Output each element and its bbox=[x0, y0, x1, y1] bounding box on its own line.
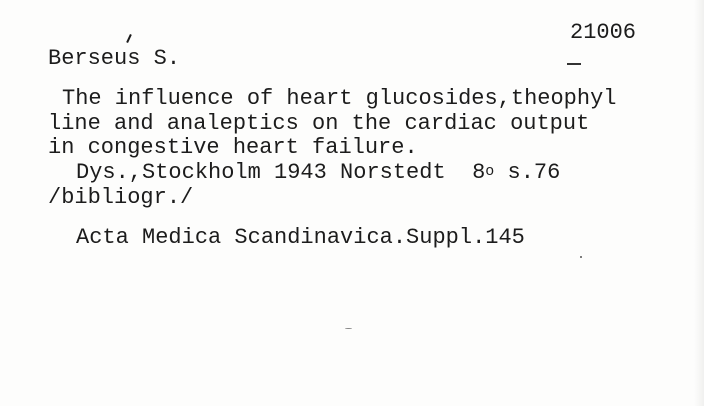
page-count: s.76 bbox=[494, 160, 561, 185]
author-name: Berseus S. bbox=[48, 46, 181, 71]
paper-speck bbox=[345, 328, 352, 329]
accession-number: 21006 bbox=[570, 20, 637, 45]
publication-text: Dys.,Stockholm 1943 Norstedt 8 bbox=[76, 160, 486, 185]
show-through-bleed bbox=[230, 0, 470, 40]
card-edge-shadow bbox=[694, 0, 704, 406]
accent-mark bbox=[126, 34, 132, 43]
title-line-2: line and analeptics on the cardiac output bbox=[48, 111, 590, 136]
pencil-dash-mark bbox=[567, 63, 581, 65]
paper-speck bbox=[580, 256, 582, 258]
format-superscript: o bbox=[485, 163, 495, 180]
title-line-1: The influence of heart glucosides,theophyl bbox=[62, 86, 617, 111]
bibliography-note: /bibliogr./ bbox=[48, 185, 194, 210]
title-line-3: in congestive heart failure. bbox=[48, 135, 418, 160]
series-statement: Acta Medica Scandinavica.Suppl.145 bbox=[76, 225, 525, 250]
publication-line bbox=[76, 160, 560, 187]
